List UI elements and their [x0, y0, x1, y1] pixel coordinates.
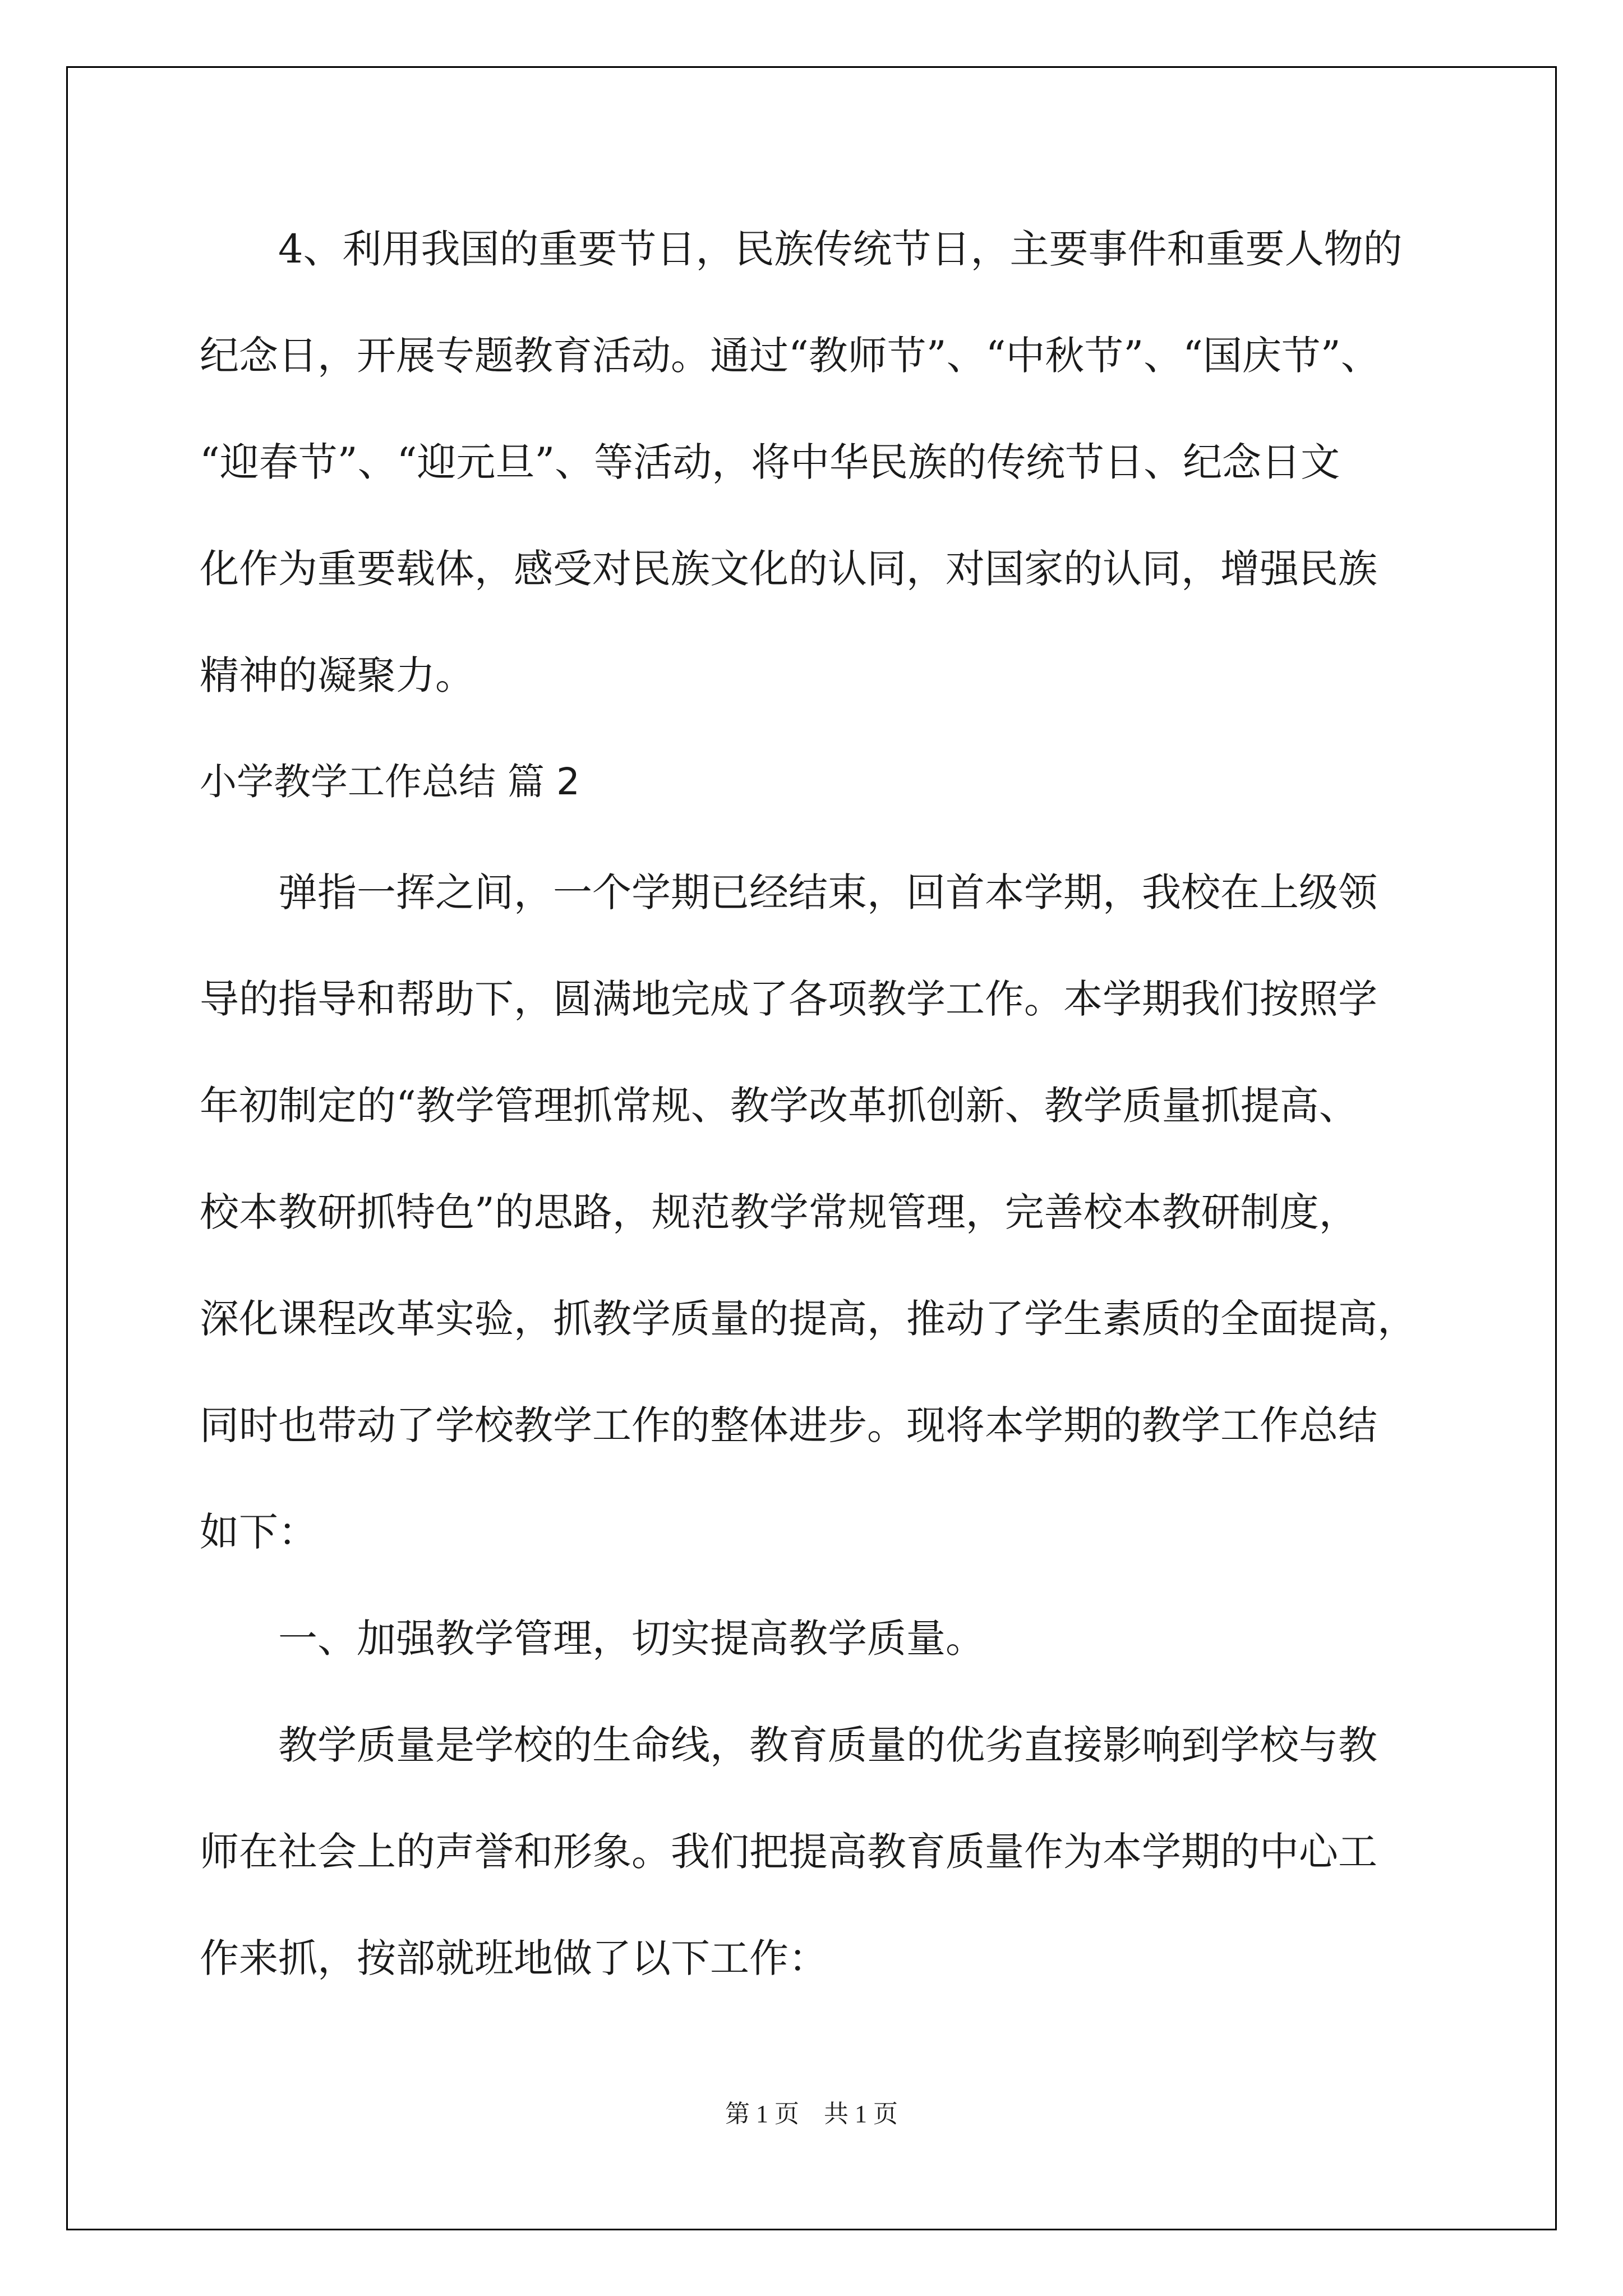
paragraph-line: 同时也带动了学校教学工作的整体进步。现将本学期的教学工作总结 — [200, 1402, 1377, 1448]
paragraph-line: 纪念日，开展专题教育活动。通过“教师节”、“中秋节”、“国庆节”、 — [200, 333, 1380, 379]
paragraph-line: 弹指一挥之间，一个学期已经结束，回首本学期，我校在上级领 — [278, 869, 1377, 915]
paragraph-line: 校本教研抓特色”的思路，规范教学常规管理，完善校本教研制度， — [200, 1189, 1358, 1235]
paragraph-line: 年初制定的“教学管理抓常规、教学改革抓创新、教学质量抓提高、 — [200, 1083, 1358, 1129]
paragraph-line: 导的指导和帮助下，圆满地完成了各项教学工作。本学期我们按照学 — [200, 976, 1377, 1022]
section-heading: 小学教学工作总结 篇 2 — [200, 760, 580, 803]
paragraph-line: 深化课程改革实验，抓教学质量的提高，推动了学生素质的全面提高， — [200, 1296, 1417, 1342]
page-number-footer: 第 1 页 共 1 页 — [725, 2100, 898, 2128]
paragraph-line: 教学质量是学校的生命线，教育质量的优劣直接影响到学校与教 — [278, 1722, 1377, 1768]
page-border — [66, 66, 1557, 2230]
paragraph-line: 如下： — [200, 1509, 317, 1555]
paragraph-line: 化作为重要载体，感受对民族文化的认同，对国家的认同，增强民族 — [200, 546, 1377, 592]
paragraph-line: 精神的凝聚力。 — [200, 652, 474, 698]
paragraph-line: 4、利用我国的重要节日，民族传统节日，主要事件和重要人物的 — [278, 226, 1403, 272]
paragraph-line: “迎春节”、“迎元旦”、等活动，将中华民族的传统节日、纪念日文 — [200, 439, 1340, 485]
subsection-heading: 一、加强教学管理，切实提高教学质量。 — [278, 1616, 985, 1662]
paragraph-line: 作来抓，按部就班地做了以下工作： — [200, 1935, 828, 1981]
paragraph-line: 师在社会上的声誉和形象。我们把提高教育质量作为本学期的中心工 — [200, 1829, 1377, 1875]
